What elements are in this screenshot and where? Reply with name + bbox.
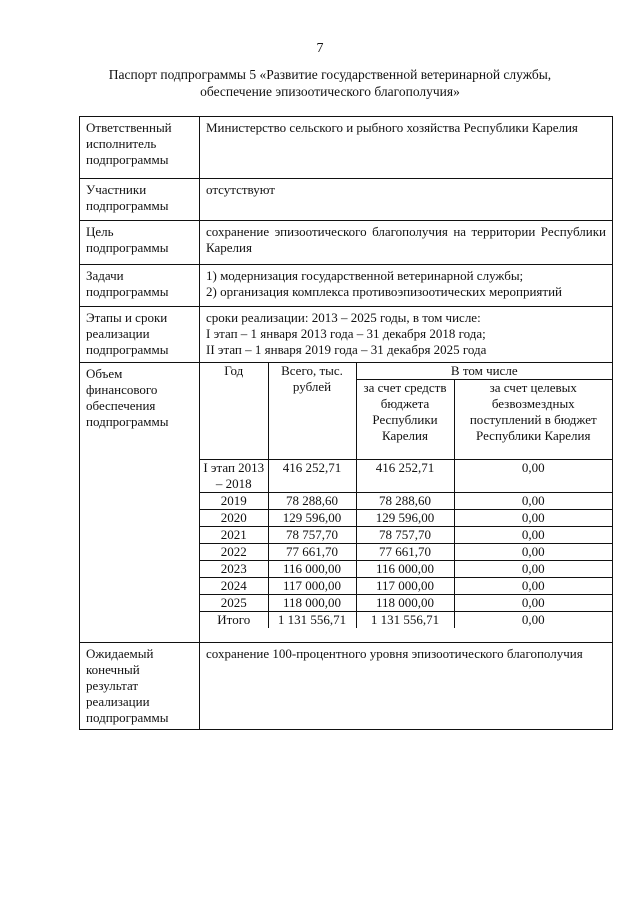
participants-label: Участники подпрограммы (80, 179, 200, 221)
fin-total: 78 757,70 (268, 527, 356, 544)
fin-grants: 0,00 (454, 561, 612, 578)
fin-row (200, 460, 612, 493)
result-value: сохранение 100-процентного уровня эпизоотического благополучия (200, 643, 613, 730)
goal-value: сохранение эпизоотического благополучия на территории Республики Карелия (200, 221, 613, 265)
task-item: 1) модернизация государственной ветеринарной службы; (206, 268, 524, 283)
goal-label: Цель подпрограммы (80, 221, 200, 265)
fin-budget: 78 757,70 (356, 527, 454, 544)
fin-grants: 0,00 (454, 493, 612, 510)
fin-total-row (200, 612, 612, 629)
fin-budget: 116 000,00 (356, 561, 454, 578)
fin-budget: 1 131 556,71 (356, 612, 454, 629)
financing-table (200, 363, 612, 628)
fin-grants: 0,00 (454, 578, 612, 595)
header-grants: за счет целевых безвозмездных поступлений в бюджет Республики Карелия (454, 380, 612, 460)
fin-budget: 77 661,70 (356, 544, 454, 561)
fin-budget: 117 000,00 (356, 578, 454, 595)
header-year: Год (200, 363, 268, 460)
tasks-value (200, 265, 613, 307)
result-label: Ожидаемый конечный результат реализации подпрограммы (80, 643, 200, 730)
stages-line: I этап – 1 января 2013 года – 31 декабря 2018 года; (206, 326, 486, 341)
fin-year: 2019 (200, 493, 268, 510)
fin-header-row (200, 363, 612, 380)
fin-total: 118 000,00 (268, 595, 356, 612)
document-title (70, 66, 590, 100)
fin-row (200, 544, 612, 561)
fin-grants: 0,00 (454, 460, 612, 493)
fin-year: 2024 (200, 578, 268, 595)
executor-value: Министерство сельского и рыбного хозяйства Республики Карелия (200, 117, 613, 179)
row-participants (80, 179, 613, 221)
fin-budget: 78 288,60 (356, 493, 454, 510)
fin-row (200, 561, 612, 578)
fin-row (200, 595, 612, 612)
fin-total: 78 288,60 (268, 493, 356, 510)
fin-total: 416 252,71 (268, 460, 356, 493)
header-budget: за счет средств бюджета Республики Карелия (356, 380, 454, 460)
participants-value: отсутствуют (200, 179, 613, 221)
fin-year: 2025 (200, 595, 268, 612)
row-stages (80, 307, 613, 363)
fin-year: Итого (200, 612, 268, 629)
fin-total: 129 596,00 (268, 510, 356, 527)
financing-value (200, 363, 613, 643)
fin-year: 2022 (200, 544, 268, 561)
fin-grants: 0,00 (454, 595, 612, 612)
stages-label: Этапы и сроки реализации подпрограммы (80, 307, 200, 363)
page-number: 7 (316, 41, 324, 56)
fin-row (200, 527, 612, 544)
fin-grants: 0,00 (454, 510, 612, 527)
tasks-label: Задачи подпрограммы (80, 265, 200, 307)
passport-table (79, 116, 613, 730)
row-goal (80, 221, 613, 265)
stages-value (200, 307, 613, 363)
header-total: Всего, тыс. рублей (268, 363, 356, 460)
fin-year: 2020 (200, 510, 268, 527)
fin-year: 2021 (200, 527, 268, 544)
row-financing (80, 363, 613, 643)
fin-total: 116 000,00 (268, 561, 356, 578)
header-including: В том числе (356, 363, 612, 380)
title-line-1: Паспорт подпрограммы 5 «Развитие государственной ветеринарной службы, (108, 67, 552, 82)
fin-year: I этап 2013 – 2018 (200, 460, 268, 493)
fin-total: 77 661,70 (268, 544, 356, 561)
fin-row (200, 578, 612, 595)
title-line-2: обеспечение эпизоотического благополучия» (200, 84, 460, 99)
fin-grants: 0,00 (454, 527, 612, 544)
stages-line: сроки реализации: 2013 – 2025 годы, в том числе: (206, 310, 481, 325)
row-result (80, 643, 613, 730)
fin-total: 1 131 556,71 (268, 612, 356, 629)
fin-budget: 416 252,71 (356, 460, 454, 493)
executor-label: Ответственный исполнитель подпрограммы (80, 117, 200, 179)
fin-budget: 129 596,00 (356, 510, 454, 527)
row-tasks (80, 265, 613, 307)
task-item: 2) организация комплекса противоэпизоотических мероприятий (206, 284, 562, 299)
fin-grants: 0,00 (454, 612, 612, 629)
fin-grants: 0,00 (454, 544, 612, 561)
financing-label: Объем финансового обеспечения подпрограммы (80, 363, 200, 643)
fin-year: 2023 (200, 561, 268, 578)
fin-budget: 118 000,00 (356, 595, 454, 612)
stages-line: II этап – 1 января 2019 года – 31 декабря 2025 года (206, 342, 487, 357)
row-executor (80, 117, 613, 179)
fin-row (200, 510, 612, 527)
fin-total: 117 000,00 (268, 578, 356, 595)
fin-row (200, 493, 612, 510)
